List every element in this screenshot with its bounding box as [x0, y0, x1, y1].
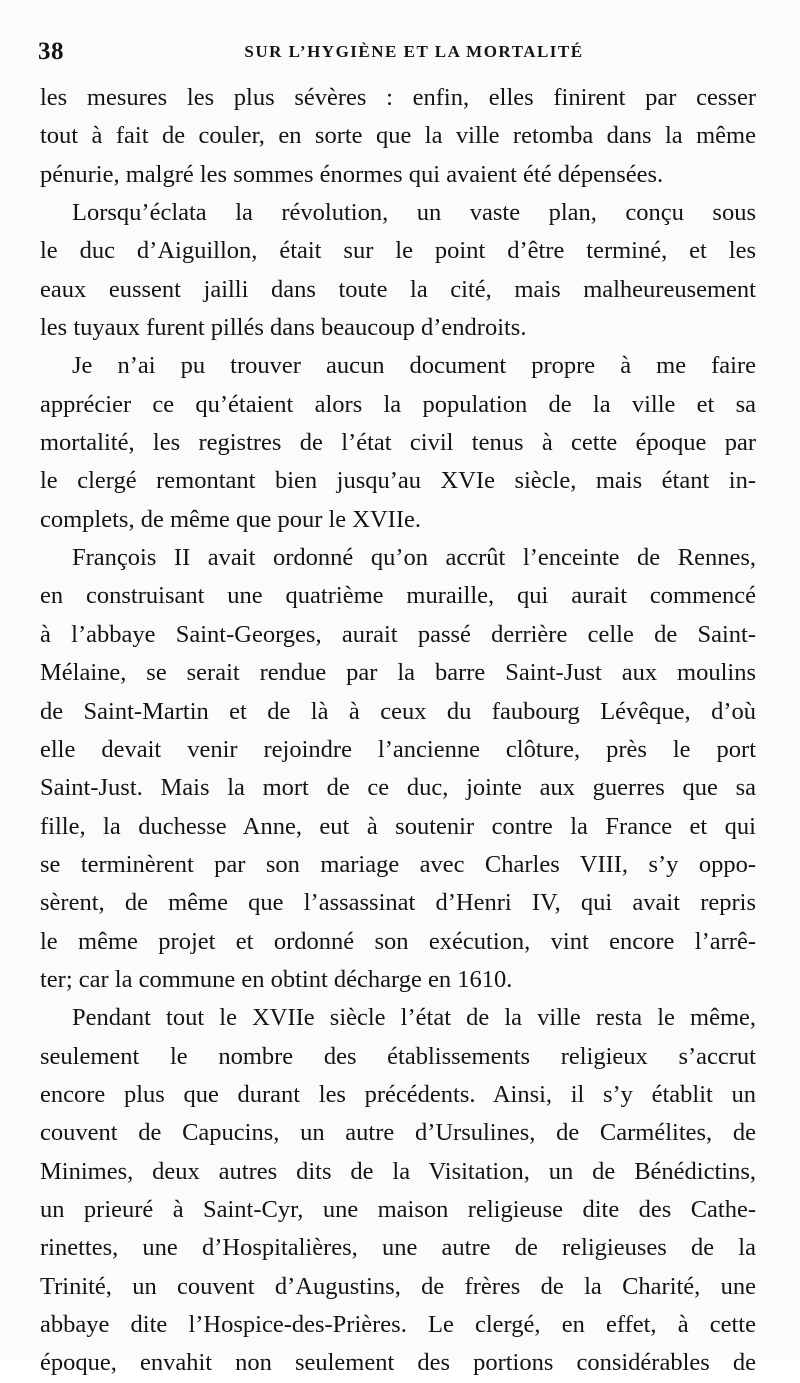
text-line: couvent de Capucins, un autre d’Ursulines, de Carmélites, de: [40, 1119, 756, 1147]
text-line: le clergé remontant bien jusqu’au XVIe siècle, mais étant in-: [40, 467, 756, 495]
text-line: se terminèrent par son mariage avec Charles VIII, s’y oppo-: [40, 850, 756, 878]
text-line: Lorsqu’éclata la révolution, un vaste plan, conçu sous: [72, 199, 756, 227]
text-line: sèrent, de même que l’assassinat d’Henri IV, qui avait repris: [40, 889, 756, 917]
text-line: fille, la duchesse Anne, eut à soutenir contre la France et qui: [40, 812, 756, 840]
text-line: le duc d’Aiguillon, était sur le point d’être terminé, et les: [40, 237, 756, 265]
text-line: Minimes, deux autres dits de la Visitation, un de Bénédictins,: [40, 1157, 756, 1185]
text-line: Pendant tout le XVIIe siècle l’état de la ville resta le même,: [72, 1004, 756, 1032]
running-head: SUR L’HYGIÈNE ET LA MORTALITÉ: [244, 42, 584, 61]
text-line: ter; car la commune en obtint décharge en 1610.: [40, 965, 513, 993]
text-line: le même projet et ordonné son exécution, vint encore l’arrê-: [40, 927, 756, 955]
text-line: rinettes, une d’Hospitalières, une autre de religieuses de la: [40, 1234, 756, 1262]
page-number: 38: [38, 38, 64, 65]
text-line: seulement le nombre des établissements religieux s’accrut: [40, 1042, 756, 1070]
text-line: de Saint-Martin et de là à ceux du faubourg Lévêque, d’où: [40, 697, 756, 725]
text-line: abbaye dite l’Hospice-des-Prières. Le clergé, en effet, à cette: [40, 1311, 756, 1338]
text-line: Saint-Just. Mais la mort de ce duc, jointe aux guerres que sa: [40, 774, 756, 802]
text-line: Mélaine, se serait rendue par la barre Saint-Just aux moulins: [40, 659, 756, 687]
text-line: à l’abbaye Saint-Georges, aurait passé derrière celle de Saint-: [40, 620, 756, 648]
text-line: apprécier ce qu’étaient alors la population de la ville et sa: [40, 390, 756, 418]
body-text: [40, 79, 756, 1383]
text-line: les tuyaux furent pillés dans beaucoup d’endroits.: [40, 314, 527, 342]
text-line: tout à fait de couler, en sorte que la ville retomba dans la même: [40, 122, 756, 150]
text-line: un prieuré à Saint-Cyr, une maison religieuse dite des Cathe-: [40, 1195, 756, 1223]
text-line: les mesures les plus sévères : enfin, elles finirent par cesser: [40, 84, 756, 111]
page-header: [38, 38, 760, 78]
text-line: complets, de même que pour le XVIIe.: [40, 505, 421, 533]
text-line: en construisant une quatrième muraille, qui aurait commencé: [40, 582, 756, 610]
text-line: époque, envahit non seulement des portions considérables de: [40, 1349, 756, 1377]
text-line: Je n’ai pu trouver aucun document propre à me faire: [72, 352, 756, 380]
text-line: Trinité, un couvent d’Augustins, de frères de la Charité, une: [40, 1272, 756, 1300]
text-line: François II avait ordonné qu’on accrût l’enceinte de Rennes,: [72, 544, 756, 572]
text-line: encore plus que durant les précédents. Ainsi, il s’y établit un: [40, 1080, 756, 1108]
text-line: elle devait venir rejoindre l’ancienne clôture, près le port: [40, 735, 756, 763]
text-line: mortalité, les registres de l’état civil tenus à cette époque par: [40, 429, 756, 457]
text-line: pénurie, malgré les sommes énormes qui avaient été dépensées.: [40, 160, 664, 188]
text-line: eaux eussent jailli dans toute la cité, mais malheureusement: [40, 275, 756, 303]
